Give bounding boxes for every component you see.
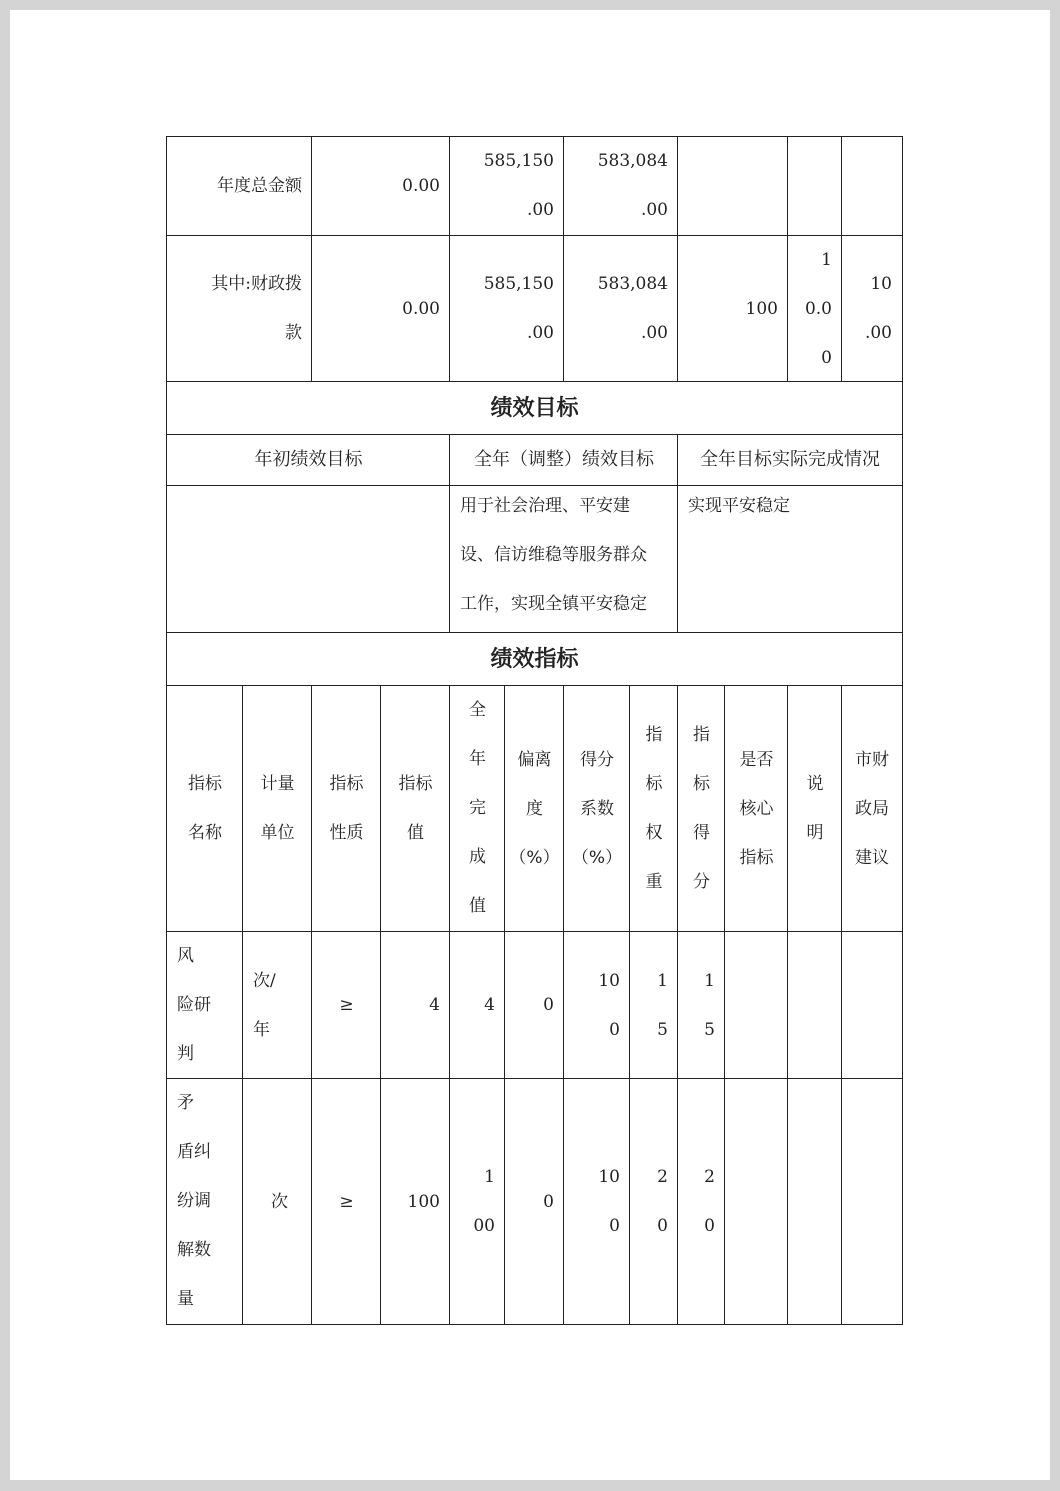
ind-header-completed: 全 年 完 成 值 bbox=[469, 700, 486, 916]
ind-row1-unit-cell bbox=[242, 931, 312, 1079]
ind-row2-nature: ≥ bbox=[339, 1192, 354, 1212]
document-page bbox=[10, 10, 1050, 1480]
ind-row2-coefficient-cell bbox=[563, 1078, 630, 1325]
fiscal-initial-cell bbox=[311, 235, 450, 382]
ind-row1-value-cell bbox=[380, 931, 450, 1079]
ind-row2-unit: 次 bbox=[271, 1192, 288, 1212]
annual-weight-cell bbox=[787, 136, 842, 236]
ind-header-coefficient-cell bbox=[563, 685, 630, 932]
goals-col-initial: 年初绩效目标 bbox=[166, 434, 450, 486]
ind-row1-unit: 次/ 年 bbox=[253, 971, 276, 1040]
annual-executed-cell bbox=[563, 136, 678, 236]
ind-row1-coefficient-cell bbox=[563, 931, 630, 1079]
ind-header-score-cell bbox=[677, 685, 725, 932]
ind-row2-name: 矛 盾纠 纷调 解数 量 bbox=[177, 1093, 211, 1309]
ind-header-deviation-cell bbox=[504, 685, 564, 932]
annual-total-label-cell bbox=[166, 136, 312, 236]
ind-row1-weight: 1 5 bbox=[657, 971, 668, 1040]
ind-header-score: 指 标 得 分 bbox=[693, 725, 710, 892]
ind-row1-nature: ≥ bbox=[339, 995, 354, 1015]
fiscal-adjusted-value-b: .00 bbox=[526, 323, 554, 343]
indicator-row bbox=[166, 931, 903, 1079]
ind-row1-completed: 4 bbox=[484, 995, 495, 1015]
ind-row1-note-cell bbox=[787, 931, 842, 1079]
fiscal-weight-cell bbox=[787, 235, 842, 382]
annual-score-cell bbox=[841, 136, 903, 236]
ind-row2-completed: 1 00 bbox=[473, 1167, 495, 1236]
ind-header-core: 是否 核心 指标 bbox=[739, 750, 774, 868]
ind-row1-name: 风 险研 判 bbox=[177, 946, 211, 1064]
ind-row2-core-cell bbox=[724, 1078, 788, 1325]
fiscal-weight-a: 1 bbox=[821, 250, 832, 270]
ind-header-weight-cell bbox=[629, 685, 678, 932]
ind-header-advice: 市财 政局 建议 bbox=[855, 750, 889, 868]
ind-header-value-cell bbox=[380, 685, 450, 932]
fiscal-executed-value-b: .00 bbox=[640, 323, 668, 343]
ind-header-note: 说 明 bbox=[806, 774, 824, 843]
ind-header-nature: 指标 性质 bbox=[329, 774, 364, 843]
fiscal-adjusted-cell bbox=[449, 235, 564, 382]
ind-row2-value-cell bbox=[380, 1078, 450, 1325]
ind-row2-nature-cell bbox=[311, 1078, 381, 1325]
ind-row2-unit-cell bbox=[242, 1078, 312, 1325]
indicator-row bbox=[166, 1078, 903, 1325]
ind-row2-score-cell bbox=[677, 1078, 725, 1325]
ind-header-unit-cell bbox=[242, 685, 312, 932]
ind-header-value: 指标 值 bbox=[398, 774, 433, 843]
annual-adjusted-cell bbox=[449, 136, 564, 236]
ind-row2-weight-cell bbox=[629, 1078, 678, 1325]
goals-section-row bbox=[166, 381, 903, 435]
goals-actual-text-cell bbox=[677, 485, 903, 633]
indicators-header-row bbox=[166, 685, 903, 932]
fiscal-row bbox=[166, 235, 903, 382]
fiscal-score-cell bbox=[841, 235, 903, 382]
fiscal-initial-value: 0.00 bbox=[402, 299, 440, 319]
fiscal-rate-cell bbox=[677, 235, 788, 382]
fiscal-label-b: 款 bbox=[285, 323, 302, 343]
ind-header-core-cell bbox=[724, 685, 788, 932]
annual-adjusted-value-a: 585,150 bbox=[483, 151, 554, 171]
ind-header-deviation: 偏离 度 （%） bbox=[509, 750, 560, 868]
fiscal-executed-cell bbox=[563, 235, 678, 382]
ind-row1-weight-cell bbox=[629, 931, 678, 1079]
annual-total-row bbox=[166, 136, 903, 236]
ind-header-note-cell bbox=[787, 685, 842, 932]
ind-row1-deviation-cell bbox=[504, 931, 564, 1079]
ind-row1-score: 1 5 bbox=[704, 971, 715, 1040]
ind-row2-score: 2 0 bbox=[704, 1167, 715, 1236]
ind-row1-deviation: 0 bbox=[543, 995, 554, 1015]
ind-row1-score-cell bbox=[677, 931, 725, 1079]
fiscal-label-cell bbox=[166, 235, 312, 382]
fiscal-executed-value-a: 583,084 bbox=[597, 274, 668, 294]
ind-header-weight: 指 标 权 重 bbox=[645, 725, 663, 892]
ind-row2-name-cell bbox=[166, 1078, 243, 1325]
goals-col-actual: 全年目标实际完成情况 bbox=[677, 434, 903, 486]
goals-col-adjusted: 全年（调整）绩效目标 bbox=[449, 434, 678, 486]
annual-rate-cell bbox=[677, 136, 788, 236]
ind-row1-advice-cell bbox=[841, 931, 903, 1079]
fiscal-weight-c: 0 bbox=[821, 348, 832, 368]
annual-adjusted-value-b: .00 bbox=[526, 200, 554, 220]
ind-row2-coefficient: 10 0 bbox=[598, 1167, 620, 1236]
ind-header-name: 指标 名称 bbox=[188, 774, 222, 843]
ind-row1-nature-cell bbox=[311, 931, 381, 1079]
indicators-section-row bbox=[166, 632, 903, 686]
ind-row2-deviation-cell bbox=[504, 1078, 564, 1325]
ind-row2-advice-cell bbox=[841, 1078, 903, 1325]
ind-row1-completed-cell bbox=[449, 931, 505, 1079]
fiscal-rate-value: 100 bbox=[745, 299, 778, 319]
goals-initial-text-cell bbox=[166, 485, 450, 633]
ind-header-advice-cell bbox=[841, 685, 903, 932]
ind-header-completed-cell bbox=[449, 685, 505, 932]
ind-row1-value: 4 bbox=[429, 995, 440, 1015]
ind-row2-weight: 2 0 bbox=[657, 1167, 668, 1236]
ind-row2-completed-cell bbox=[449, 1078, 505, 1325]
goals-header-row bbox=[166, 434, 903, 486]
fiscal-label-a: 其中:财政拨 bbox=[211, 274, 302, 294]
indicators-section-title: 绩效指标 bbox=[166, 632, 903, 686]
ind-row2-value: 100 bbox=[407, 1192, 440, 1212]
ind-row2-deviation: 0 bbox=[543, 1192, 554, 1212]
ind-header-nature-cell bbox=[311, 685, 381, 932]
fiscal-weight-b: 0.0 bbox=[804, 299, 832, 319]
goals-adjusted-text-cell bbox=[449, 485, 678, 633]
annual-initial-value: 0.00 bbox=[402, 176, 440, 196]
fiscal-score-a: 10 bbox=[870, 274, 892, 294]
ind-header-name-cell bbox=[166, 685, 243, 932]
goals-section-title: 绩效目标 bbox=[166, 381, 903, 435]
annual-executed-value-a: 583,084 bbox=[597, 151, 668, 171]
annual-executed-value-b: .00 bbox=[640, 200, 668, 220]
goals-adjusted-text: 用于社会治理、平安建 设、信访维稳等服务群众 工作，实现全镇平安稳定 bbox=[460, 496, 647, 614]
ind-row2-note-cell bbox=[787, 1078, 842, 1325]
goals-actual-text: 实现平安稳定 bbox=[688, 496, 790, 516]
goals-content-row bbox=[166, 485, 903, 633]
ind-row1-core-cell bbox=[724, 931, 788, 1079]
ind-header-coefficient: 得分 系数 （%） bbox=[571, 750, 623, 868]
annual-total-label: 年度总金额 bbox=[217, 176, 302, 196]
ind-row1-coefficient: 10 0 bbox=[598, 971, 620, 1040]
ind-header-unit: 计量 单位 bbox=[260, 774, 295, 843]
annual-initial-cell bbox=[311, 136, 450, 236]
fiscal-score-b: .00 bbox=[864, 323, 892, 343]
fiscal-adjusted-value-a: 585,150 bbox=[483, 274, 554, 294]
ind-row1-name-cell bbox=[166, 931, 243, 1079]
